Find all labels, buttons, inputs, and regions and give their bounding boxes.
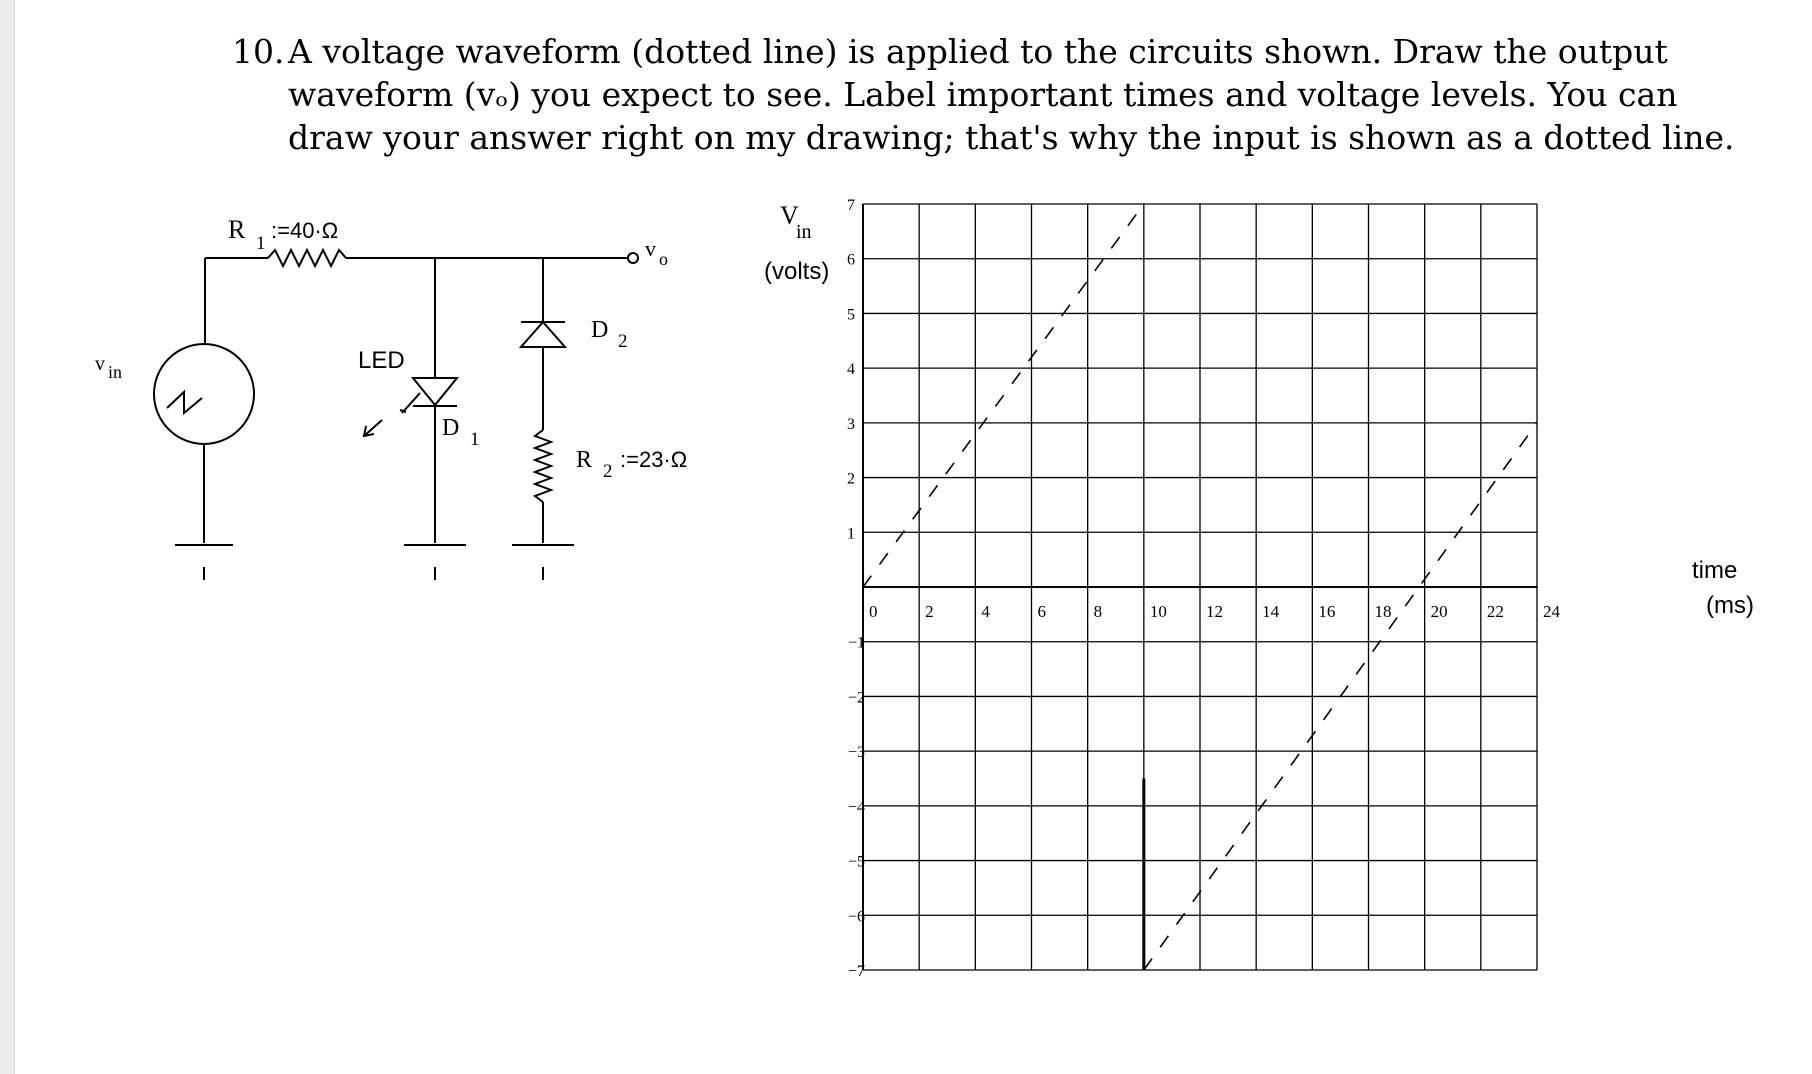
y-tick-label-7: 7 bbox=[847, 197, 855, 214]
chart-ylabel-sub: in bbox=[796, 221, 812, 243]
x-tick-label-14: 14 bbox=[1262, 602, 1280, 621]
x-tick-label-16: 16 bbox=[1318, 602, 1336, 621]
circuit-diagram bbox=[0, 0, 760, 620]
chart-xlabel-units: (ms) bbox=[1706, 592, 1754, 619]
r1-subscript: 1 bbox=[256, 233, 266, 254]
chart-xlabel: time bbox=[1692, 557, 1738, 584]
d1-subscript: 1 bbox=[470, 429, 480, 450]
r2-subscript: 2 bbox=[603, 461, 613, 482]
y-tick-label-2: 2 bbox=[847, 470, 855, 488]
vin-waveform-chart bbox=[740, 190, 1800, 990]
series-1-line bbox=[863, 204, 1144, 587]
x-tick-label-4: 4 bbox=[981, 602, 990, 621]
question-line-2: waveform (vₒ) you expect to see. Label important times and voltage levels. You can bbox=[288, 75, 1678, 114]
x-tick-label-24: 24 bbox=[1543, 602, 1560, 621]
led-triangle bbox=[413, 378, 457, 405]
x-tick-label-10: 10 bbox=[1149, 602, 1167, 621]
r2-value: :=23·Ω bbox=[620, 447, 688, 472]
r2-resistor bbox=[535, 430, 551, 502]
y-tick-label-3: 3 bbox=[847, 415, 855, 433]
r1-resistor bbox=[268, 250, 346, 266]
y-tick-label-neg-5: −5 bbox=[847, 853, 865, 871]
d2-triangle bbox=[521, 322, 565, 347]
x-tick-label-0: 0 bbox=[869, 602, 878, 621]
vin-label: v bbox=[95, 353, 105, 375]
y-tick-label-neg-3: −3 bbox=[847, 744, 865, 762]
y-tick-label-5: 5 bbox=[847, 306, 855, 324]
y-tick-label-6: 6 bbox=[847, 251, 855, 269]
chart-ylabel-units: (volts) bbox=[764, 258, 830, 285]
source-ramp-glyph bbox=[167, 392, 202, 413]
r1-label: R bbox=[228, 215, 246, 244]
y-tick-label-1: 1 bbox=[847, 525, 855, 543]
d1-label: D bbox=[442, 415, 460, 441]
led-label: LED bbox=[358, 347, 405, 374]
question-number: 10. bbox=[232, 32, 285, 71]
x-tick-label-12: 12 bbox=[1206, 602, 1223, 621]
x-tick-label-20: 20 bbox=[1430, 602, 1448, 621]
x-tick-label-2: 2 bbox=[925, 602, 934, 621]
chart-grid bbox=[863, 204, 1537, 970]
y-tick-label-neg-7: −7 bbox=[847, 963, 865, 980]
vin-subscript: in bbox=[108, 362, 123, 382]
d2-label: D bbox=[591, 317, 609, 343]
vo-label: v bbox=[645, 236, 656, 261]
x-tick-label-18: 18 bbox=[1374, 602, 1392, 621]
voltage-source-symbol bbox=[154, 344, 254, 444]
question-line-3: draw your answer right on my drawing; that's why the input is shown as a dotted line. bbox=[288, 118, 1735, 157]
d2-subscript: 2 bbox=[618, 331, 628, 352]
chart-ylabel: V bbox=[780, 201, 799, 230]
r1-value: :=40·Ω bbox=[271, 218, 339, 243]
x-tick-label-22: 22 bbox=[1486, 602, 1504, 621]
y-tick-label-neg-1: −1 bbox=[847, 634, 865, 652]
y-tick-label-4: 4 bbox=[847, 361, 855, 379]
vo-terminal bbox=[628, 253, 638, 263]
led-arrow-1 bbox=[402, 393, 420, 413]
vo-subscript: o bbox=[659, 249, 668, 269]
chart-tick-labels bbox=[847, 197, 1561, 980]
y-tick-label-neg-2: −2 bbox=[847, 689, 865, 707]
y-tick-label-neg-4: −4 bbox=[847, 798, 865, 816]
x-tick-label-6: 6 bbox=[1037, 602, 1046, 621]
y-tick-label-neg-6: −6 bbox=[847, 908, 865, 926]
r2-label: R bbox=[576, 447, 593, 473]
question-line-1: A voltage waveform (dotted line) is applied to the circuits shown. Draw the output bbox=[288, 32, 1668, 71]
x-tick-label-8: 8 bbox=[1093, 602, 1103, 621]
